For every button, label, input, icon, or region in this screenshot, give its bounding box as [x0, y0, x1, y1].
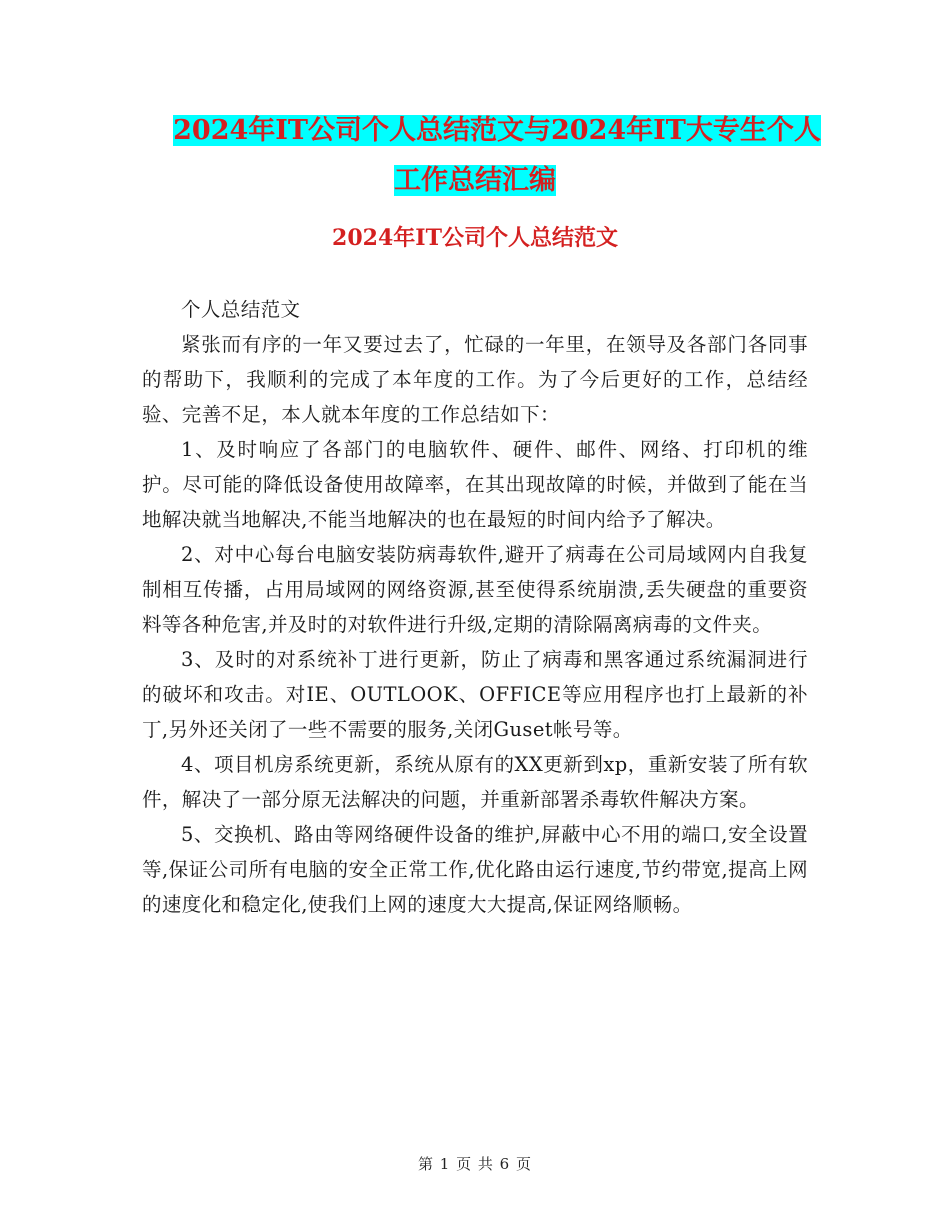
paragraph-intro: 紧张而有序的一年又要过去了，忙碌的一年里，在领导及各部门各同事的帮助下，我顺利的完成了本年度的工作。为了今后更好的工作，总结经验、完善不足，本人就本年度的工作总结如下： [142, 333, 808, 426]
section-heading: 2024年IT公司个人总结范文 [332, 225, 618, 251]
page-number-footer: 第 1 页 共 6 页 [418, 1155, 532, 1173]
paragraph-item-3: 3、及时的对系统补丁进行更新，防止了病毒和黑客通过系统漏洞进行的破坏和攻击。对IE、OUTLOOK、OFFICE等应用程序也打上最新的补丁,另外还关闭了一些不需要的服务,关闭Guset帐号等。 [142, 648, 808, 741]
paragraph-item-4: 4、项目机房系统更新，系统从原有的XX更新到xp，重新安装了所有软件，解决了一部分原无法解决的问题，并重新部署杀毒软件解决方案。 [142, 753, 808, 811]
paragraph-item-2: 2、对中心每台电脑安装防病毒软件,避开了病毒在公司局域网内自我复制相互传播，占用局域网的网络资源,甚至使得系统崩溃,丢失硬盘的重要资料等各种危害,并及时的对软件进行升级,定期的清除隔离病毒的文件夹。 [142, 543, 808, 636]
paragraph-item-5: 5、交换机、路由等网络硬件设备的维护,屏蔽中心不用的端口,安全设置等,保证公司所有电脑的安全正常工作,优化路由运行速度,节约带宽,提高上网的速度化和稳定化,使我们上网的速度大大提高,保证网络顺畅。 [142, 823, 808, 916]
document-title-line-2: 工作总结汇编 [394, 165, 556, 196]
paragraph-intro-label: 个人总结范文 [181, 298, 301, 321]
document-title-line-1: 2024年IT公司个人总结范文与2024年IT大专生个人 [173, 115, 821, 146]
paragraph-item-1: 1、及时响应了各部门的电脑软件、硬件、邮件、网络、打印机的维护。尽可能的降低设备使用故障率，在其出现故障的时候，并做到了能在当地解决就当地解决,不能当地解决的也在最短的时间内给予了解决。 [142, 438, 808, 531]
document-title [0, 106, 950, 206]
document-body [142, 292, 808, 922]
